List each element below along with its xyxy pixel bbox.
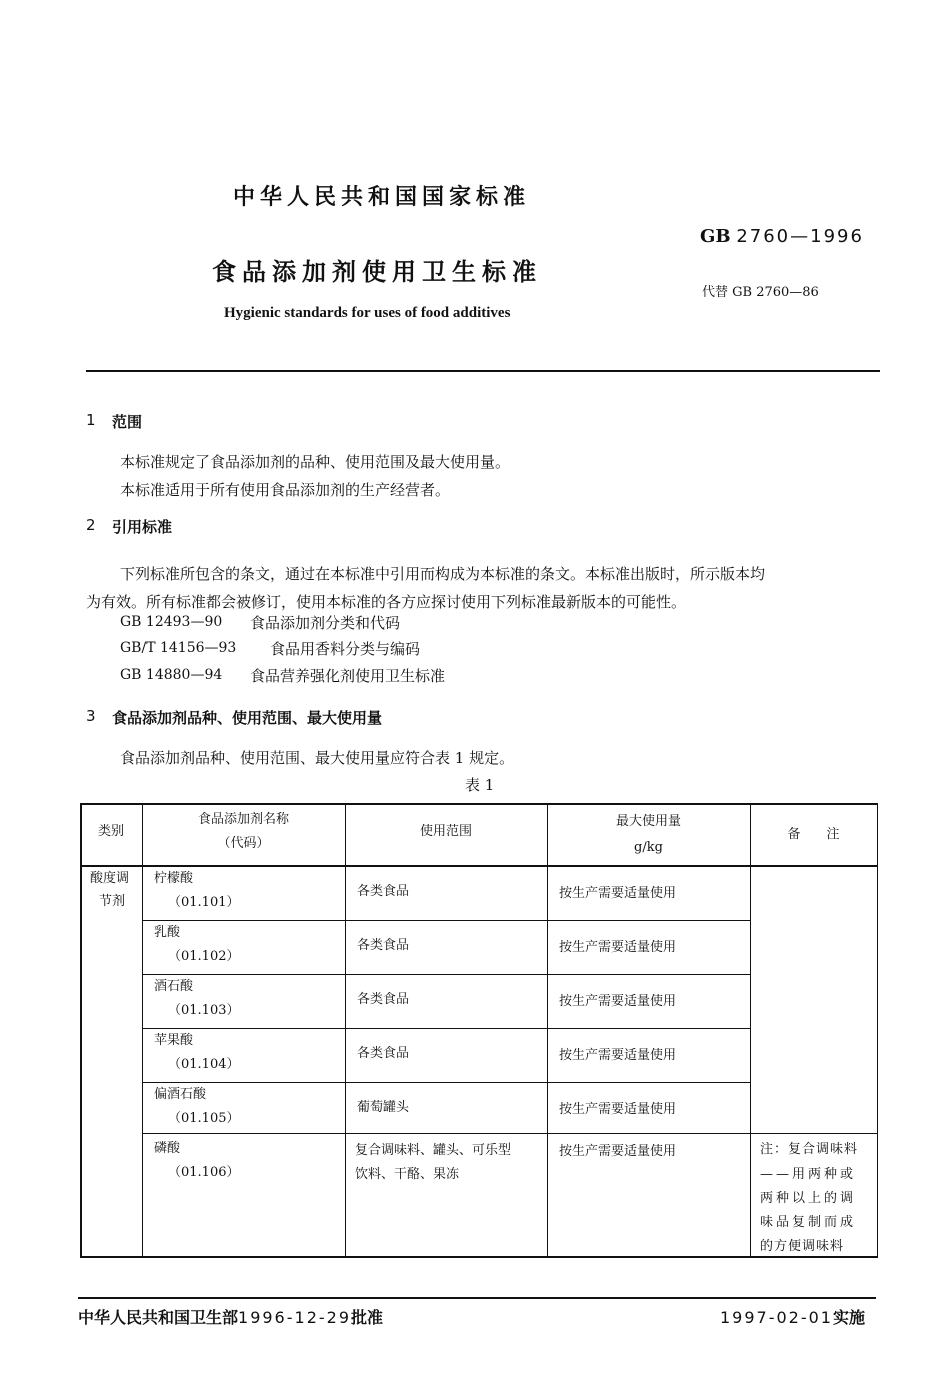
section-2-number: 2 (86, 516, 96, 534)
additive-name: 偏酒石酸 (154, 1087, 207, 1102)
additives-table (80, 803, 877, 1256)
additive-code: （01.101） (168, 895, 240, 910)
header-divider (86, 370, 880, 372)
table-row-divider (142, 974, 750, 975)
header-max-usage: 最大使用量 (615, 814, 681, 829)
section-2-title: 引用标准 (112, 518, 173, 536)
usage-scope-line-2: 饮料、干酪、果冻 (355, 1167, 460, 1182)
approval-line (78, 1305, 383, 1328)
additive-code: （01.103） (168, 1003, 240, 1018)
section-1-paragraph-1: 本标准规定了食品添加剂的品种、使用范围及最大使用量。 (120, 453, 511, 471)
max-usage: 按生产需要适量使用 (559, 1048, 677, 1063)
additive-code: （01.102） (168, 949, 240, 964)
header-additive-name: 食品添加剂名称 (197, 812, 289, 827)
usage-scope: 各类食品 (357, 1046, 410, 1061)
approval-date: 1996-12-29 (238, 1308, 351, 1327)
remark-line: 注：复合调味料 (760, 1142, 859, 1157)
section-1-number: 1 (86, 411, 96, 429)
category-cell-line-1: 酸度调 (90, 871, 130, 886)
table-row-divider (142, 1133, 877, 1134)
additive-name: 柠檬酸 (154, 871, 194, 886)
table-column-divider (750, 803, 751, 1256)
table-row-divider (142, 920, 750, 921)
header-remarks: 备 注 (787, 827, 840, 842)
remark-line: ——用两种或 (760, 1167, 857, 1182)
table-row-divider (142, 1028, 750, 1029)
reference-title: 食品营养强化剂使用卫生标准 (250, 667, 446, 685)
additive-code: （01.106） (168, 1165, 240, 1180)
header-category: 类别 (97, 824, 124, 839)
footer-divider (78, 1297, 876, 1299)
usage-scope: 各类食品 (357, 938, 410, 953)
effective-date: 1997-02-01 (720, 1308, 833, 1327)
document-title: 食品添加剂使用卫生标准 (212, 258, 542, 286)
reference-title: 食品用香料分类与编码 (270, 640, 421, 658)
section-3-paragraph: 食品添加剂品种、使用范围、最大使用量应符合表 1 规定。 (120, 749, 515, 767)
replaces-note: 代替 GB 2760—86 (702, 285, 819, 300)
category-cell-line-2: 节剂 (99, 894, 126, 909)
standard-code (700, 226, 864, 247)
document-title-english: Hygienic standards for uses of food additives (224, 305, 511, 321)
section-3-title: 食品添加剂品种、使用范围、最大使用量 (112, 709, 383, 727)
reference-title: 食品添加剂分类和代码 (250, 614, 401, 632)
usage-scope: 复合调味料、罐头、可乐型 (355, 1143, 512, 1158)
standard-code-number: 2760—1996 (736, 226, 864, 247)
table-caption: 表 1 (465, 776, 495, 794)
additive-code: （01.104） (168, 1057, 240, 1072)
additive-name: 乳酸 (154, 925, 181, 940)
max-usage: 按生产需要适量使用 (559, 1102, 677, 1117)
section-2-paragraph-line-2: 为有效。所有标准都会被修订，使用本标准的各方应探讨使用下列标准最新版本的可能性。 (86, 593, 687, 611)
header-additive-code: （代码） (217, 836, 270, 851)
reference-code: GB 14880—94 (120, 667, 223, 683)
table-frame (80, 803, 878, 1258)
reference-code: GB 12493—90 (120, 614, 223, 630)
section-1-title: 范围 (112, 413, 143, 431)
usage-scope: 葡萄罐头 (357, 1100, 410, 1115)
section-2-paragraph-line-1: 下列标准所包含的条文，通过在本标准中引用而构成为本标准的条文。本标准出版时，所示版本均 (120, 565, 766, 583)
additive-name: 磷酸 (154, 1141, 181, 1156)
effective-suffix: 实施 (832, 1308, 865, 1327)
table-row-divider (142, 1082, 750, 1083)
table-column-divider (547, 803, 548, 1256)
section-1-paragraph-2: 本标准适用于所有使用食品添加剂的生产经营者。 (120, 481, 451, 499)
remark-line: 的方便调味料 (760, 1239, 845, 1254)
usage-scope: 各类食品 (357, 992, 410, 1007)
usage-scope: 各类食品 (357, 884, 410, 899)
max-usage: 按生产需要适量使用 (559, 1144, 677, 1159)
effective-line (720, 1305, 865, 1328)
standard-code-prefix: GB (700, 226, 731, 247)
reference-code: GB/T 14156—93 (120, 640, 237, 656)
max-usage: 按生产需要适量使用 (559, 886, 677, 901)
remark-line: 味品复制而成 (760, 1215, 857, 1230)
table-column-divider (142, 803, 143, 1256)
additive-code: （01.105） (168, 1111, 240, 1126)
table-column-divider (345, 803, 346, 1256)
table-header-divider (80, 865, 877, 867)
approver: 中华人民共和国卫生部 (78, 1308, 239, 1327)
section-3-number: 3 (86, 707, 96, 725)
approval-suffix: 批准 (351, 1308, 384, 1327)
header-max-usage-unit: g/kg (634, 840, 663, 855)
max-usage: 按生产需要适量使用 (559, 994, 677, 1009)
additive-name: 酒石酸 (154, 979, 194, 994)
header-scope: 使用范围 (419, 824, 472, 839)
national-standard-heading: 中华人民共和国国家标准 (233, 185, 531, 210)
remark-line: 两种以上的调 (760, 1191, 857, 1206)
max-usage: 按生产需要适量使用 (559, 940, 677, 955)
additive-name: 苹果酸 (154, 1033, 194, 1048)
